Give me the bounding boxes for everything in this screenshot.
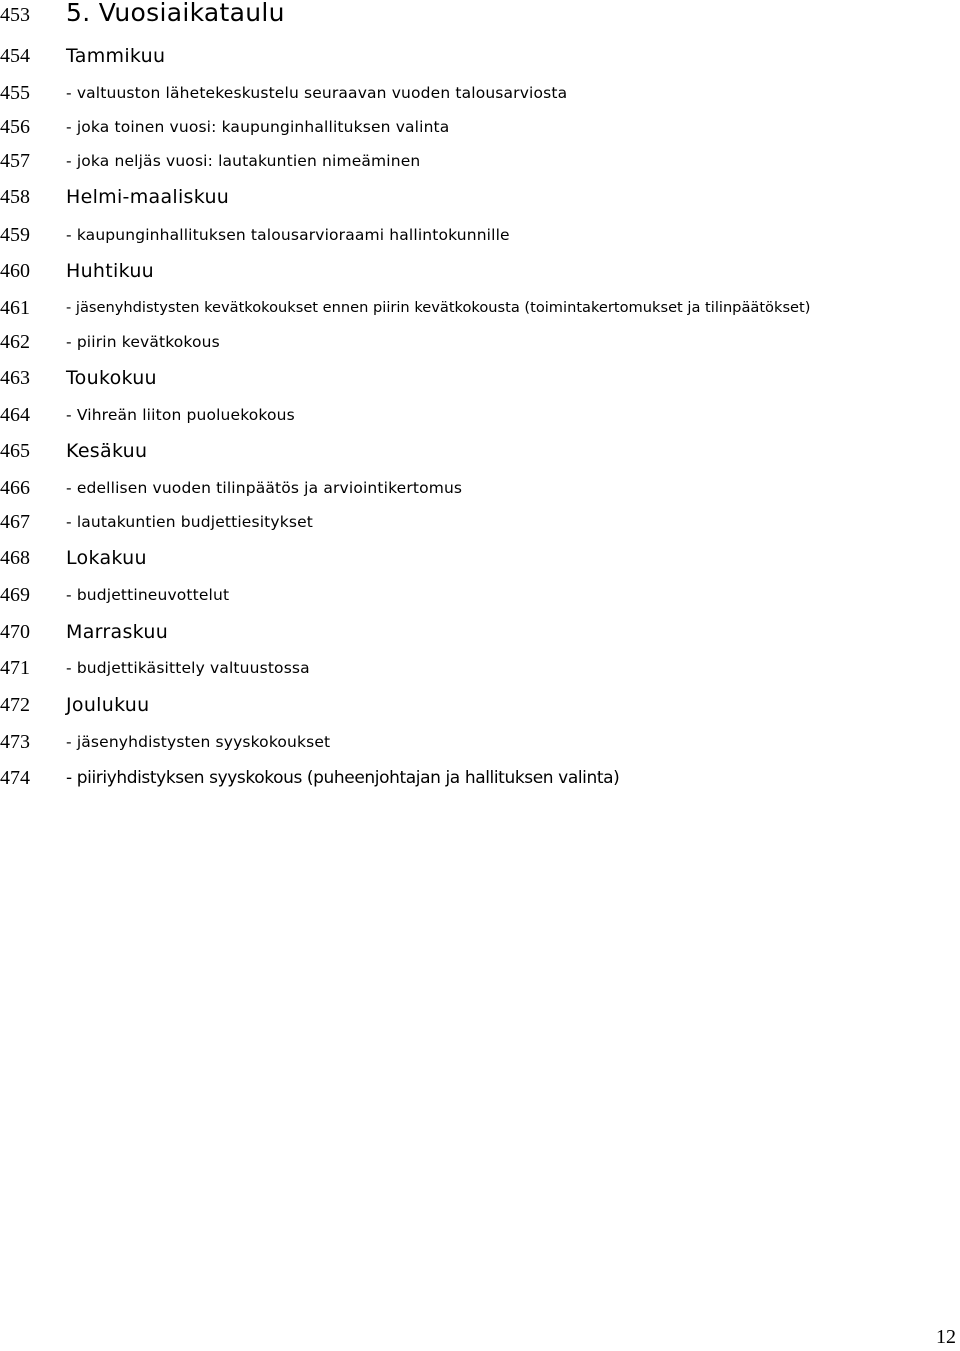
line-461	[0, 293, 960, 329]
month-heading-marraskuu: Marraskuu	[66, 621, 169, 643]
line-number: 457	[0, 150, 30, 172]
line-number: 460	[0, 260, 30, 282]
line-462	[0, 327, 960, 363]
schedule-item: - Vihreän liiton puoluekokous	[66, 406, 295, 424]
line-number: 469	[0, 584, 30, 606]
line-number: 454	[0, 45, 30, 67]
line-455	[0, 78, 960, 114]
schedule-item: - joka neljäs vuosi: lautakuntien nimeäminen	[66, 152, 421, 170]
schedule-item: - edellisen vuoden tilinpäätös ja arviointikertomus	[66, 479, 463, 497]
page-number: 12	[936, 1326, 956, 1348]
line-456	[0, 112, 960, 148]
month-heading-tammikuu: Tammikuu	[66, 45, 166, 67]
schedule-item: - piiriyhdistyksen syyskokous (puheenjohtajan ja hallituksen valinta)	[66, 768, 620, 788]
line-number: 461	[0, 297, 30, 319]
line-465	[0, 436, 960, 472]
line-number: 472	[0, 694, 30, 716]
line-number: 466	[0, 477, 30, 499]
month-heading-kesakuu: Kesäkuu	[66, 440, 148, 462]
line-454	[0, 41, 960, 77]
line-number: 458	[0, 186, 30, 208]
month-heading-toukokuu: Toukokuu	[66, 367, 157, 389]
line-number: 453	[0, 4, 30, 26]
line-number: 462	[0, 331, 30, 353]
line-number: 456	[0, 116, 30, 138]
section-title: 5. Vuosiaikataulu	[66, 0, 285, 27]
schedule-item: - kaupunginhallituksen talousarvioraami hallintokunnille	[66, 226, 510, 244]
month-heading-joulukuu: Joulukuu	[66, 694, 150, 716]
line-460	[0, 256, 960, 292]
schedule-item: - joka toinen vuosi: kaupunginhallituksen valinta	[66, 118, 450, 136]
line-number: 455	[0, 82, 30, 104]
line-number: 463	[0, 367, 30, 389]
schedule-item: - valtuuston lähetekeskustelu seuraavan vuoden talousarviosta	[66, 84, 568, 102]
schedule-item: - piirin kevätkokous	[66, 333, 220, 351]
month-heading-huhtikuu: Huhtikuu	[66, 260, 155, 282]
month-heading-helmi-maaliskuu: Helmi-maaliskuu	[66, 186, 230, 208]
line-472	[0, 690, 960, 726]
line-474	[0, 763, 960, 799]
line-469	[0, 580, 960, 616]
month-heading-lokakuu: Lokakuu	[66, 547, 147, 569]
line-number: 468	[0, 547, 30, 569]
line-457	[0, 146, 960, 182]
line-number: 474	[0, 767, 30, 789]
schedule-item: - lautakuntien budjettiesitykset	[66, 513, 313, 531]
line-473	[0, 727, 960, 763]
line-453	[0, 0, 960, 36]
line-459	[0, 220, 960, 256]
schedule-item: - jäsenyhdistysten syyskokoukset	[66, 733, 331, 751]
line-number: 465	[0, 440, 30, 462]
line-number: 471	[0, 657, 30, 679]
schedule-item: - budjettineuvottelut	[66, 586, 230, 604]
line-number: 467	[0, 511, 30, 533]
line-471	[0, 653, 960, 689]
line-470	[0, 617, 960, 653]
schedule-item: - budjettikäsittely valtuustossa	[66, 659, 310, 677]
line-464	[0, 400, 960, 436]
line-458	[0, 182, 960, 218]
line-463	[0, 363, 960, 399]
line-466	[0, 473, 960, 509]
line-number: 459	[0, 224, 30, 246]
line-number: 464	[0, 404, 30, 426]
line-number: 473	[0, 731, 30, 753]
line-number: 470	[0, 621, 30, 643]
schedule-item: - jäsenyhdistysten kevätkokoukset ennen piirin kevätkokousta (toimintakertomukset ja tilinpäätökset)	[66, 299, 811, 316]
line-467	[0, 507, 960, 543]
line-468	[0, 543, 960, 579]
